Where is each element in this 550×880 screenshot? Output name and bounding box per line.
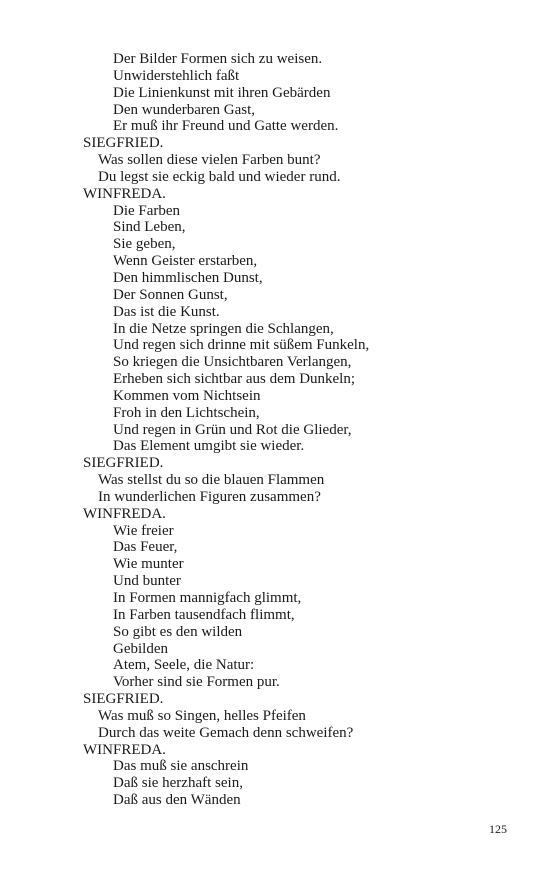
verse-line: In die Netze springen die Schlangen, xyxy=(113,320,334,337)
verse-line: Das muß sie anschrein xyxy=(113,758,249,775)
verse-line: Das Element umgibt sie wieder. xyxy=(113,438,305,455)
verse-line: Was muß so Singen, helles Pfeifen xyxy=(98,707,306,724)
verse-line: Wie munter xyxy=(113,556,184,573)
verse-line: Der Sonnen Gunst, xyxy=(113,286,228,303)
verse-line: So kriegen die Unsichtbaren Verlangen, xyxy=(113,354,352,371)
verse-line: Und regen in Grün und Rot die Glieder, xyxy=(113,421,352,438)
speaker-name: WINFREDA. xyxy=(83,741,166,758)
verse-line: Was sollen diese vielen Farben bunt? xyxy=(98,152,321,169)
speaker-name: SIEGFRIED. xyxy=(83,691,164,708)
speaker-name: SIEGFRIED. xyxy=(83,455,164,472)
verse-line: Er muß ihr Freund und Gatte werden. xyxy=(113,118,339,135)
verse-line: Die Farben xyxy=(113,202,181,219)
speaker-name: SIEGFRIED. xyxy=(83,135,164,152)
page-number: 125 xyxy=(489,822,507,836)
verse-line: In wunderlichen Figuren zusammen? xyxy=(98,488,321,505)
verse-line: Der Bilder Formen sich zu weisen. xyxy=(113,51,323,67)
speaker-name: WINFREDA. xyxy=(83,185,166,202)
verse-line: Unwiderstehlich faßt xyxy=(113,67,240,84)
verse-line: Atem, Seele, die Natur: xyxy=(113,657,255,674)
verse-line: Den himmlischen Dunst, xyxy=(113,269,263,286)
verse-line: Du legst sie eckig bald und wieder rund. xyxy=(98,168,341,185)
verse-line: Daß sie herzhaft sein, xyxy=(113,775,243,792)
verse-line: Wenn Geister erstarben, xyxy=(113,253,258,270)
verse-line: Vorher sind sie Formen pur. xyxy=(113,674,280,691)
verse-line: Daß aus den Wänden xyxy=(113,792,241,809)
verse-line: Sie geben, xyxy=(113,236,176,253)
verse-line: In Formen mannigfach glimmt, xyxy=(113,590,302,606)
drama-text-block xyxy=(83,51,523,809)
verse-line: Durch das weite Gemach denn schweifen? xyxy=(98,724,354,741)
verse-line: Kommen vom Nichtsein xyxy=(113,387,261,404)
verse-line: In Farben tausendfach flimmt, xyxy=(113,606,295,623)
verse-line: Froh in den Lichtschein, xyxy=(113,404,260,421)
verse-line: Gebilden xyxy=(113,640,168,657)
verse-line: Die Linienkunst mit ihren Gebärden xyxy=(113,84,331,101)
verse-line: So gibt es den wilden xyxy=(113,623,243,640)
verse-line: Erheben sich sichtbar aus dem Dunkeln; xyxy=(113,371,356,388)
verse-line: Das ist die Kunst. xyxy=(113,303,220,320)
verse-line: Und regen sich drinne mit süßem Funkeln, xyxy=(113,337,370,354)
verse-line: Sind Leben, xyxy=(113,219,186,236)
verse-line: Und bunter xyxy=(113,573,181,590)
verse-line: Den wunderbaren Gast, xyxy=(113,101,256,118)
verse-line: Das Feuer, xyxy=(113,539,178,556)
speaker-name: WINFREDA. xyxy=(83,505,166,522)
verse-line: Wie freier xyxy=(113,522,174,539)
verse-line: Was stellst du so die blauen Flammen xyxy=(98,472,325,489)
